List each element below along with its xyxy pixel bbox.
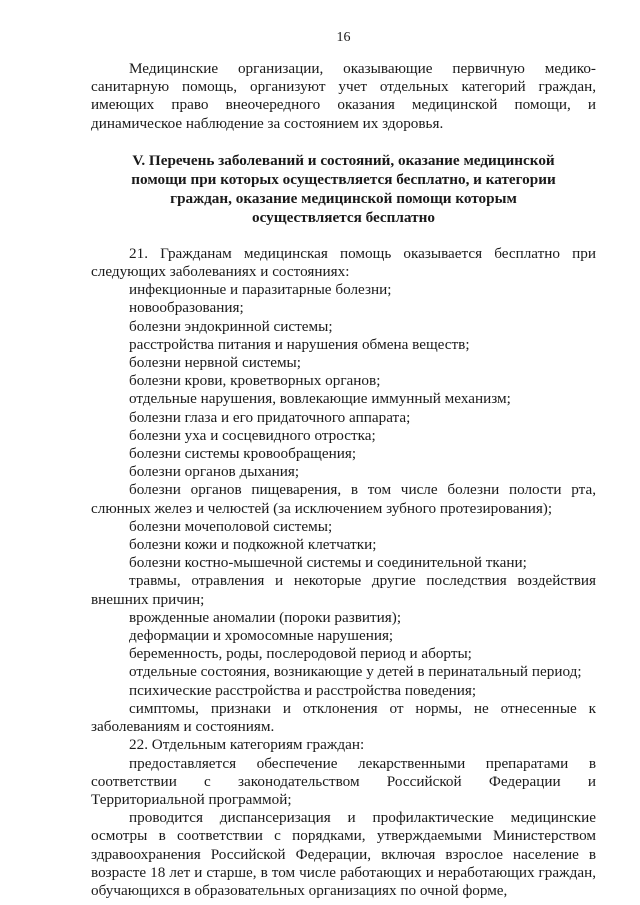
clause-22-intro: 22. Отдельным категориям граждан: xyxy=(129,736,365,754)
intro-paragraph: Медицинские организации, оказывающие первичную медико-санитарную помощь, организуют учет отдельных категорий граждан, имеющих право внеочередного оказания медицинской помощи, и динамическое наблюдение за состоянием их здоровья. xyxy=(91,60,596,132)
list-item: болезни костно-мышечной системы и соединительной ткани; xyxy=(129,554,527,572)
list-item: отдельные нарушения, вовлекающие иммунный механизм; xyxy=(129,390,511,408)
page-number: 16 xyxy=(336,30,351,45)
section-heading-line: помощи при которых осуществляется бесплатно, и категории xyxy=(131,170,556,188)
document-page xyxy=(91,30,596,900)
list-item: болезни уха и сосцевидного отростка; xyxy=(129,426,376,444)
list-item: травмы, отравления и некоторые другие последствия воздействия внешних причин; xyxy=(91,572,596,608)
list-item: инфекционные и паразитарные болезни; xyxy=(129,281,392,299)
list-item: симптомы, признаки и отклонения от нормы, не отнесенные к заболеваниям и состояниям. xyxy=(91,699,596,736)
clause-22-list xyxy=(91,755,596,901)
section-heading xyxy=(91,151,596,227)
list-item: отдельные состояния, возникающие у детей в перинатальный период; xyxy=(129,663,582,681)
list-item: беременность, роды, послеродовой период и аборты; xyxy=(129,645,472,663)
list-item: деформации и хромосомные нарушения; xyxy=(129,627,394,645)
list-item: болезни органов дыхания; xyxy=(129,463,300,481)
list-item: болезни системы кровообращения; xyxy=(129,445,357,463)
list-item: болезни глаза и его придаточного аппарата; xyxy=(129,408,411,426)
list-item: болезни мочеполовой системы; xyxy=(129,517,333,535)
section-heading-line: осуществляется бесплатно xyxy=(252,208,435,226)
list-item: предоставляется обеспечение лекарственными препаратами в соответствии с законодательством Российской Федерации и Территориальной программой; xyxy=(91,754,596,808)
list-item: психические расстройства и расстройства поведения; xyxy=(129,681,477,699)
list-item: расстройства питания и нарушения обмена веществ; xyxy=(129,335,470,353)
list-item: болезни эндокринной системы; xyxy=(129,317,333,335)
list-item: болезни нервной системы; xyxy=(129,354,301,372)
list-item: проводится диспансеризация и профилактические медицинские осмотры в соответствии с порядками, утверждаемыми Министерством здравоохранения Российской Федерации, включая взрослое население в возрасте 18 лет и старше, в том числе работающих и неработающих граждан, обучающихся в образовательных организациях по очной форме, xyxy=(91,809,596,899)
list-item: болезни кожи и подкожной клетчатки; xyxy=(129,536,377,554)
list-item: болезни крови, кроветворных органов; xyxy=(129,372,381,390)
list-item: врожденные аномалии (пороки развития); xyxy=(129,608,402,626)
clause-21-list xyxy=(91,281,596,736)
section-heading-line: граждан, оказание медицинской помощи которым xyxy=(170,189,517,207)
list-item: болезни органов пищеварения, в том числе болезни полости рта, слюнных желез и челюстей (за исключением зубного протезирования); xyxy=(91,481,596,517)
clause-21-intro: 21. Гражданам медицинская помощь оказывается бесплатно при следующих заболеваниях и состояниях: xyxy=(91,244,596,281)
section-heading-line: V. Перечень заболеваний и состояний, оказание медицинской xyxy=(132,151,555,169)
list-item: новообразования; xyxy=(129,299,244,317)
